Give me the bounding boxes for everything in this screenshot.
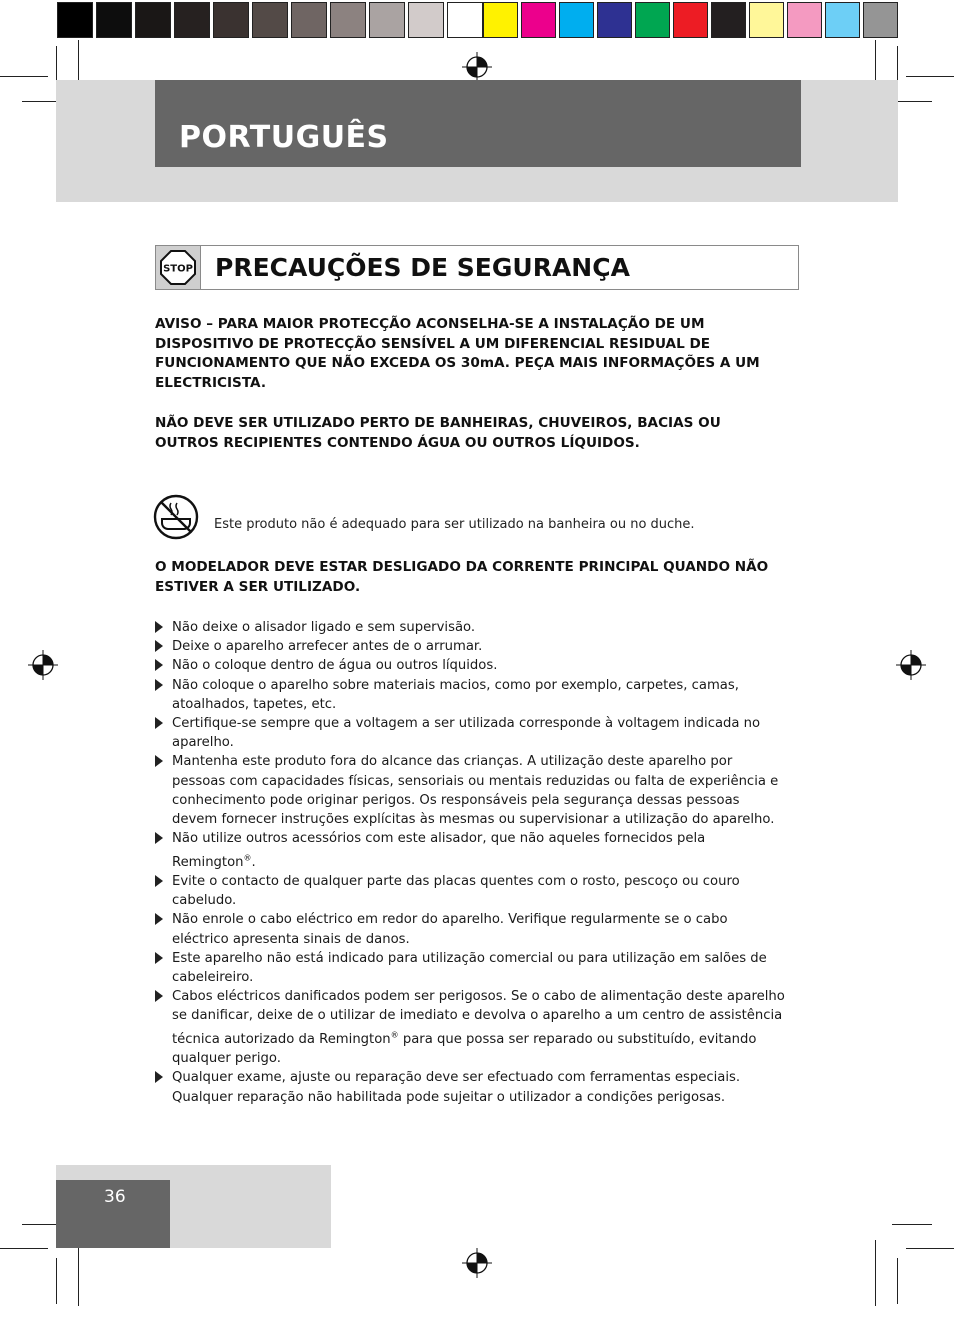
- color-swatch: [635, 2, 670, 38]
- water-warning: NÃO DEVE SER UTILIZADO PERTO DE BANHEIRAS, CHUVEIROS, BACIAS OU OUTROS RECIPIENTES CONTENDO ÁGUA OU OUTROS LÍQUIDOS.: [155, 415, 721, 451]
- stop-sign-label: STOP: [163, 263, 193, 275]
- color-swatch: [521, 2, 556, 38]
- bullet-arrow-icon: [155, 755, 163, 767]
- color-swatch: [749, 2, 784, 38]
- registration-mark-icon: [28, 650, 58, 680]
- list-item: Evite o contacto de qualquer parte das placas quentes com o rosto, pescoço ou couro cabeludo.: [155, 872, 785, 910]
- process-color-calibration-bar: [483, 2, 901, 38]
- color-swatch: [291, 2, 327, 38]
- crop-mark: [897, 1258, 898, 1304]
- safety-bullet-list: [155, 618, 785, 1107]
- color-swatch: [559, 2, 594, 38]
- color-swatch: [174, 2, 210, 38]
- crop-mark: [0, 76, 48, 77]
- rcd-warning: AVISO – PARA MAIOR PROTECÇÃO ACONSELHA-SE A INSTALAÇÃO DE UM DISPOSITIVO DE PROTECÇÃO SENSÍVEL A UM DIFERENCIAL RESIDUAL DE FUNCIONAMENTO QUE NÃO EXCEDA OS 30mA. PEÇA MAIS INFORMAÇÕES A UM ELECTRICISTA.: [155, 316, 760, 391]
- list-item: Não enrole o cabo eléctrico em redor do aparelho. Verifique regularmente se o cabo eléctrico apresenta sinais de danos.: [155, 910, 785, 948]
- bullet-arrow-icon: [155, 1071, 163, 1083]
- list-item: Não o coloque dentro de água ou outros líquidos.: [155, 656, 785, 675]
- bullet-arrow-icon: [155, 717, 163, 729]
- crop-mark: [875, 1240, 876, 1306]
- bullet-arrow-icon: [155, 640, 163, 652]
- language-title-bar: [155, 80, 801, 167]
- color-swatch: [369, 2, 405, 38]
- crop-mark: [56, 1258, 57, 1304]
- grayscale-calibration-bar: [57, 2, 486, 38]
- bullet-arrow-icon: [155, 875, 163, 887]
- color-swatch: [787, 2, 822, 38]
- no-bathtub-icon: [152, 493, 200, 541]
- bullet-arrow-icon: [155, 659, 163, 671]
- color-swatch: [408, 2, 444, 38]
- list-item: Deixe o aparelho arrefecer antes de o arrumar.: [155, 637, 785, 656]
- list-item: Este aparelho não está indicado para utilização comercial ou para utilização em salões de cabeleireiro.: [155, 949, 785, 987]
- bath-note: Este produto não é adequado para ser utilizado na banheira ou no duche.: [214, 517, 695, 532]
- list-item: Qualquer exame, ajuste ou reparação deve ser efectuado com ferramentas especiais. Qualquer reparação não habilitada pode sujeitar o utilizador a condições perigosas.: [155, 1068, 785, 1106]
- color-swatch: [252, 2, 288, 38]
- list-item: Certifique-se sempre que a voltagem a ser utilizada corresponde à voltagem indicada no aparelho.: [155, 714, 785, 752]
- list-item: Não coloque o aparelho sobre materiais macios, como por exemplo, carpetes, camas, atoalhados, tapetes, etc.: [155, 676, 785, 714]
- crop-mark: [78, 1240, 79, 1306]
- bullet-arrow-icon: [155, 913, 163, 925]
- color-swatch: [597, 2, 632, 38]
- stop-sign-icon: [156, 246, 200, 289]
- section-title: PRECAUÇÕES DE SEGURANÇA: [215, 253, 630, 282]
- list-item: Cabos eléctricos danificados podem ser perigosos. Se o cabo de alimentação deste aparelho se danificar, deixe de o utilizar de imediato e devolva o aparelho a um centro de assistência técnica autorizado da Remington® para que possa ser reparado ou substituído, evitando qualquer perigo.: [155, 987, 785, 1068]
- section-heading: [155, 245, 799, 290]
- crop-mark: [906, 1248, 954, 1249]
- color-swatch: [135, 2, 171, 38]
- language-title: PORTUGUÊS: [179, 120, 389, 155]
- bullet-arrow-icon: [155, 621, 163, 633]
- list-item: Mantenha este produto fora do alcance das crianças. A utilização deste aparelho por pessoas com capacidades físicas, sensoriais ou mentais reduzidas ou falta de experiência e conhecimento pode originar perigos. Os responsáveis pela segurança dessas pessoas devem fornecer instruções explícitas às mesmas ou supervisionar a utilização do aparelho.: [155, 752, 785, 829]
- unplug-warning: O MODELADOR DEVE ESTAR DESLIGADO DA CORRENTE PRINCIPAL QUANDO NÃO ESTIVER A SER UTILIZADO.: [155, 559, 769, 595]
- bullet-arrow-icon: [155, 679, 163, 691]
- bullet-arrow-icon: [155, 832, 163, 844]
- bullet-arrow-icon: [155, 990, 163, 1002]
- color-swatch: [483, 2, 518, 38]
- page-number: 36: [104, 1187, 126, 1207]
- list-item: Não utilize outros acessórios com este alisador, que não aqueles fornecidos pela Remington®.: [155, 829, 785, 872]
- color-swatch: [863, 2, 898, 38]
- color-swatch: [447, 2, 483, 38]
- stop-sign-box: [156, 246, 201, 289]
- color-swatch: [213, 2, 249, 38]
- registration-mark-icon: [462, 1248, 492, 1278]
- page-number-box: [56, 1180, 170, 1248]
- color-swatch: [825, 2, 860, 38]
- registration-mark-icon: [462, 52, 492, 82]
- crop-mark: [906, 76, 954, 77]
- crop-mark: [0, 1248, 48, 1249]
- list-item: Não deixe o alisador ligado e sem supervisão.: [155, 618, 785, 637]
- color-swatch: [57, 2, 93, 38]
- registration-mark-icon: [896, 650, 926, 680]
- color-swatch: [96, 2, 132, 38]
- color-swatch: [673, 2, 708, 38]
- crop-mark: [892, 101, 932, 102]
- crop-mark: [892, 1224, 932, 1225]
- color-swatch: [711, 2, 746, 38]
- bullet-arrow-icon: [155, 952, 163, 964]
- color-swatch: [330, 2, 366, 38]
